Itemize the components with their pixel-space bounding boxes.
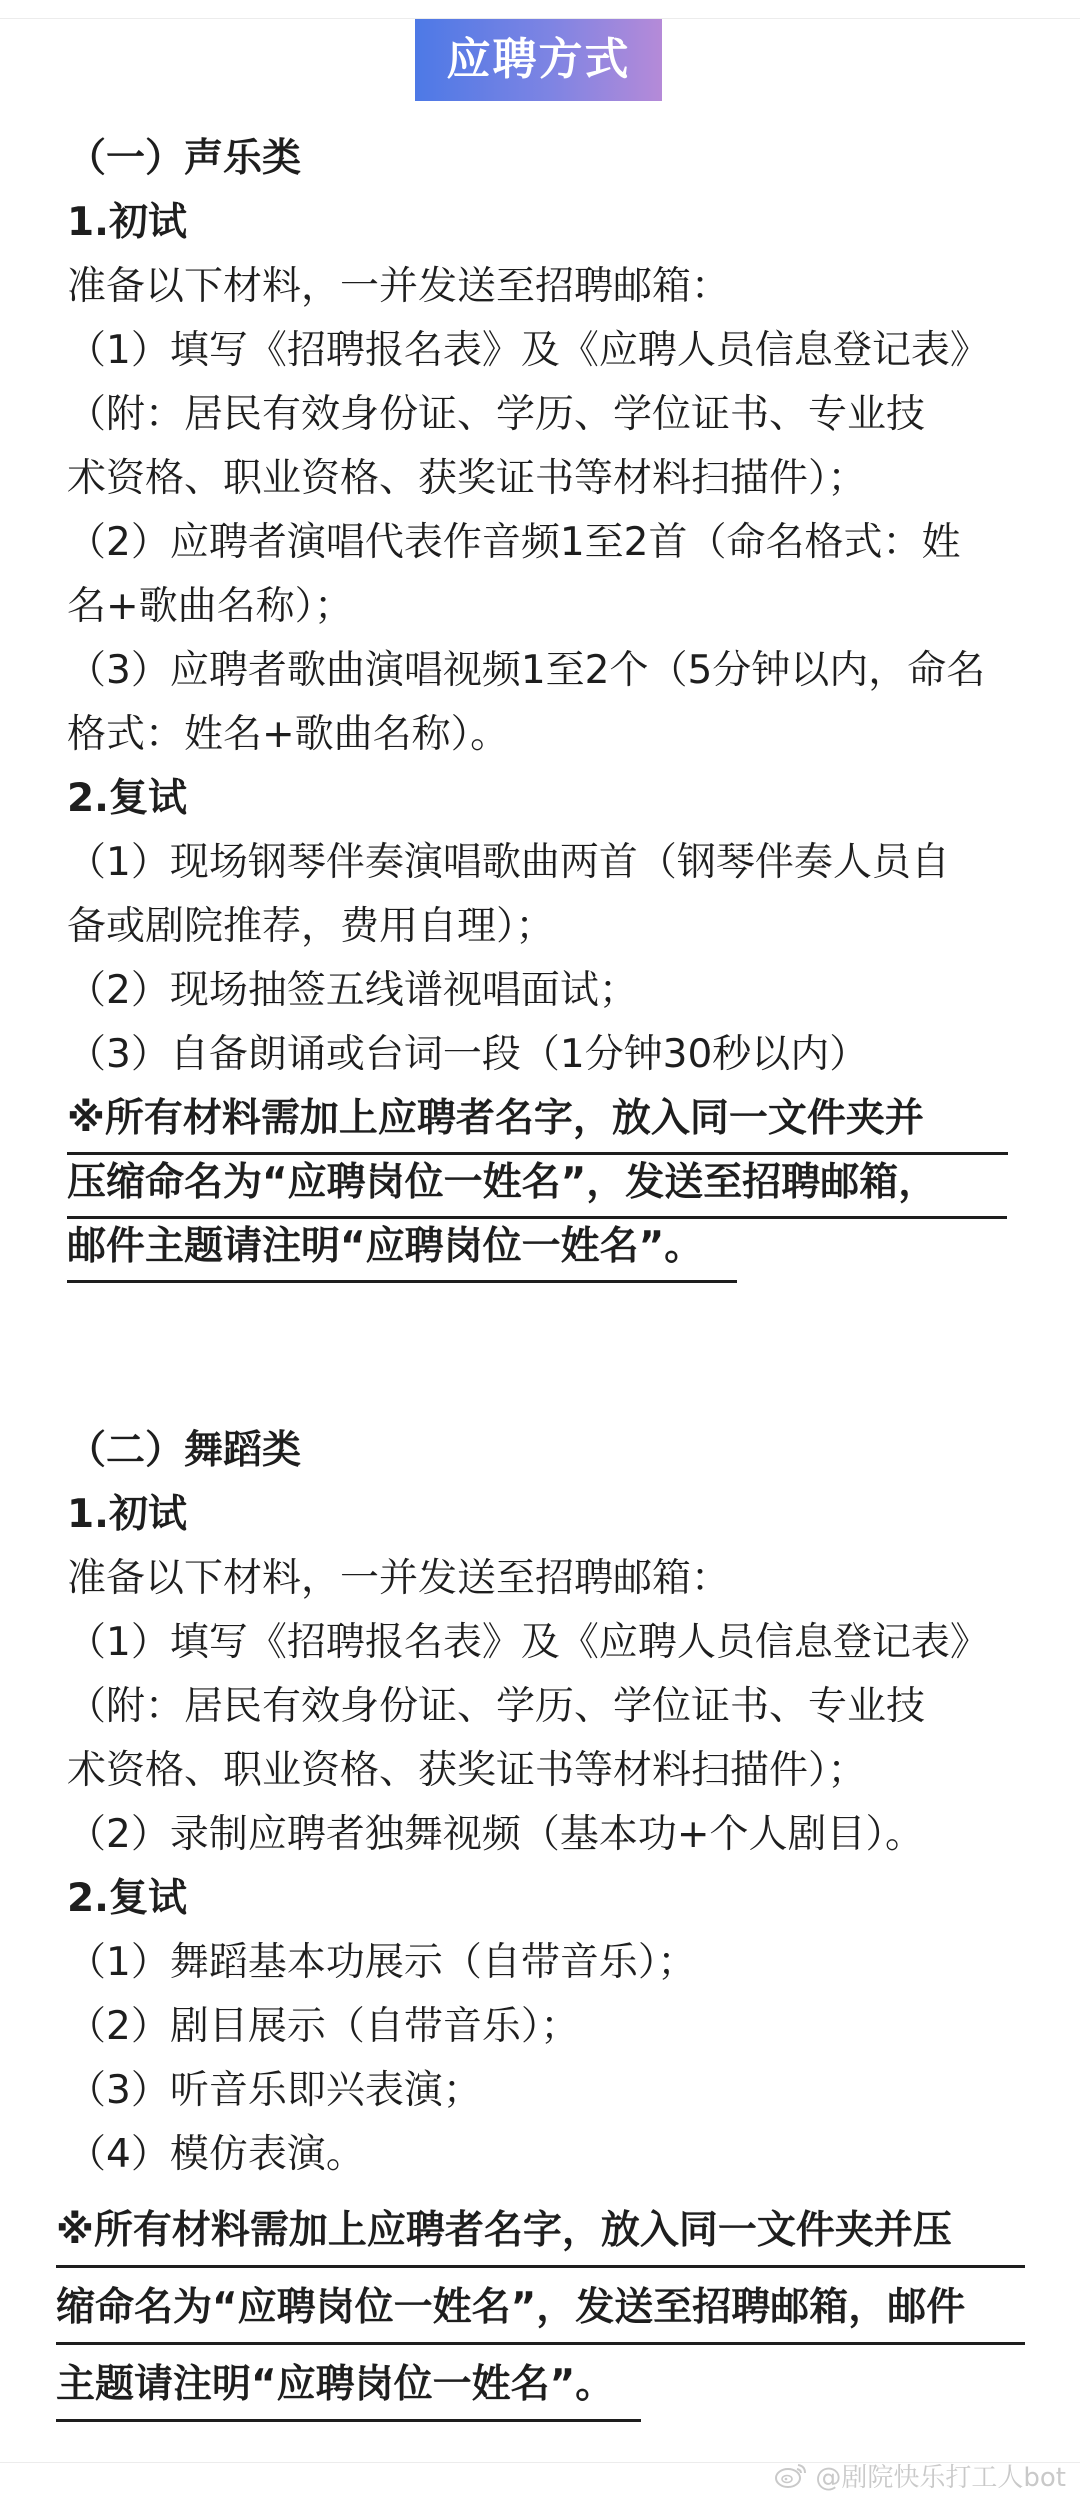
dance-step1-intro: 准备以下材料，一并发送至招聘邮箱：	[67, 1556, 731, 1601]
vocal-step1-item3-line1: （3）应聘者歌曲演唱视频1至2个（5分钟以内，命名	[67, 648, 986, 693]
vocal-step1-item2-line2: 名+歌曲名称）；	[67, 584, 354, 629]
vocal-note-underline-3	[67, 1280, 737, 1283]
dance-step2-title: 2.复试	[67, 1876, 187, 1921]
vocal-step1-item3-line2: 格式：姓名+歌曲名称）。	[67, 712, 510, 757]
watermark	[773, 2455, 1066, 2495]
dance-step1-title: 1.初试	[67, 1492, 187, 1537]
dance-note-underline-3	[56, 2419, 641, 2422]
watermark-text: @剧院快乐打工人bot	[815, 2462, 1066, 2493]
vocal-step2-item1-line2: 备或剧院推荐，费用自理）；	[67, 904, 555, 949]
dance-note-line2: 缩命名为“应聘岗位一姓名”，发送至招聘邮箱，邮件	[56, 2285, 966, 2330]
vocal-step1-item1-line2: （附：居民有效身份证、学历、学位证书、专业技	[67, 392, 926, 437]
dance-step2-item3: （3）听音乐即兴表演；	[67, 2068, 482, 2113]
vocal-note-line1: ※所有材料需加上应聘者名字，放入同一文件夹并	[67, 1096, 924, 1141]
section-heading-dance: （二）舞蹈类	[67, 1428, 302, 1473]
vocal-step1-title: 1.初试	[67, 200, 187, 245]
dance-note-line1: ※所有材料需加上应聘者名字，放入同一文件夹并压	[56, 2208, 952, 2253]
vocal-note-line3: 邮件主题请注明“应聘岗位一姓名”。	[67, 1224, 704, 1269]
vocal-step1-item1-line1: （1）填写《招聘报名表》及《应聘人员信息登记表》	[67, 328, 989, 373]
dance-step1-item1-line1: （1）填写《招聘报名表》及《应聘人员信息登记表》	[67, 1620, 989, 1665]
dance-note-underline-2	[56, 2342, 1025, 2345]
dance-step1-item1-line2: （附：居民有效身份证、学历、学位证书、专业技	[67, 1684, 926, 1729]
dance-step2-item4: （4）模仿表演。	[67, 2132, 365, 2177]
dance-note-underline-1	[56, 2265, 1025, 2268]
vocal-step2-item2: （2）现场抽签五线谱视唱面试；	[67, 968, 638, 1013]
dance-step1-item2: （2）录制应聘者独舞视频（基本功+个人剧目）。	[67, 1812, 924, 1857]
vocal-step2-title: 2.复试	[67, 776, 187, 821]
vocal-step2-item1-line1: （1）现场钢琴伴奏演唱歌曲两首（钢琴伴奏人员自	[67, 840, 950, 885]
dance-note-line3: 主题请注明“应聘岗位一姓名”。	[56, 2362, 615, 2407]
dance-step2-item1: （1）舞蹈基本功展示（自带音乐）；	[67, 1940, 697, 1985]
dance-step1-item1-line3: 术资格、职业资格、获奖证书等材料扫描件）；	[67, 1748, 867, 1793]
weibo-icon	[773, 2460, 809, 2490]
vocal-note-underline-1	[67, 1152, 1008, 1155]
vocal-step1-item1-line3: 术资格、职业资格、获奖证书等材料扫描件）；	[67, 456, 867, 501]
vocal-step2-item3: （3）自备朗诵或台词一段（1分钟30秒以内）	[67, 1032, 869, 1077]
vocal-note-underline-2	[67, 1216, 1007, 1219]
vocal-step1-item2-line1: （2）应聘者演唱代表作音频1至2首（命名格式：姓	[67, 520, 961, 565]
vocal-note-line2: 压缩命名为“应聘岗位一姓名”，发送至招聘邮箱，	[67, 1160, 938, 1205]
page-title: 应聘方式	[415, 19, 662, 101]
vocal-step1-intro: 准备以下材料，一并发送至招聘邮箱：	[67, 264, 731, 309]
section-heading-vocal: （一）声乐类	[67, 136, 302, 181]
dance-step2-item2: （2）剧目展示（自带音乐）；	[67, 2004, 580, 2049]
